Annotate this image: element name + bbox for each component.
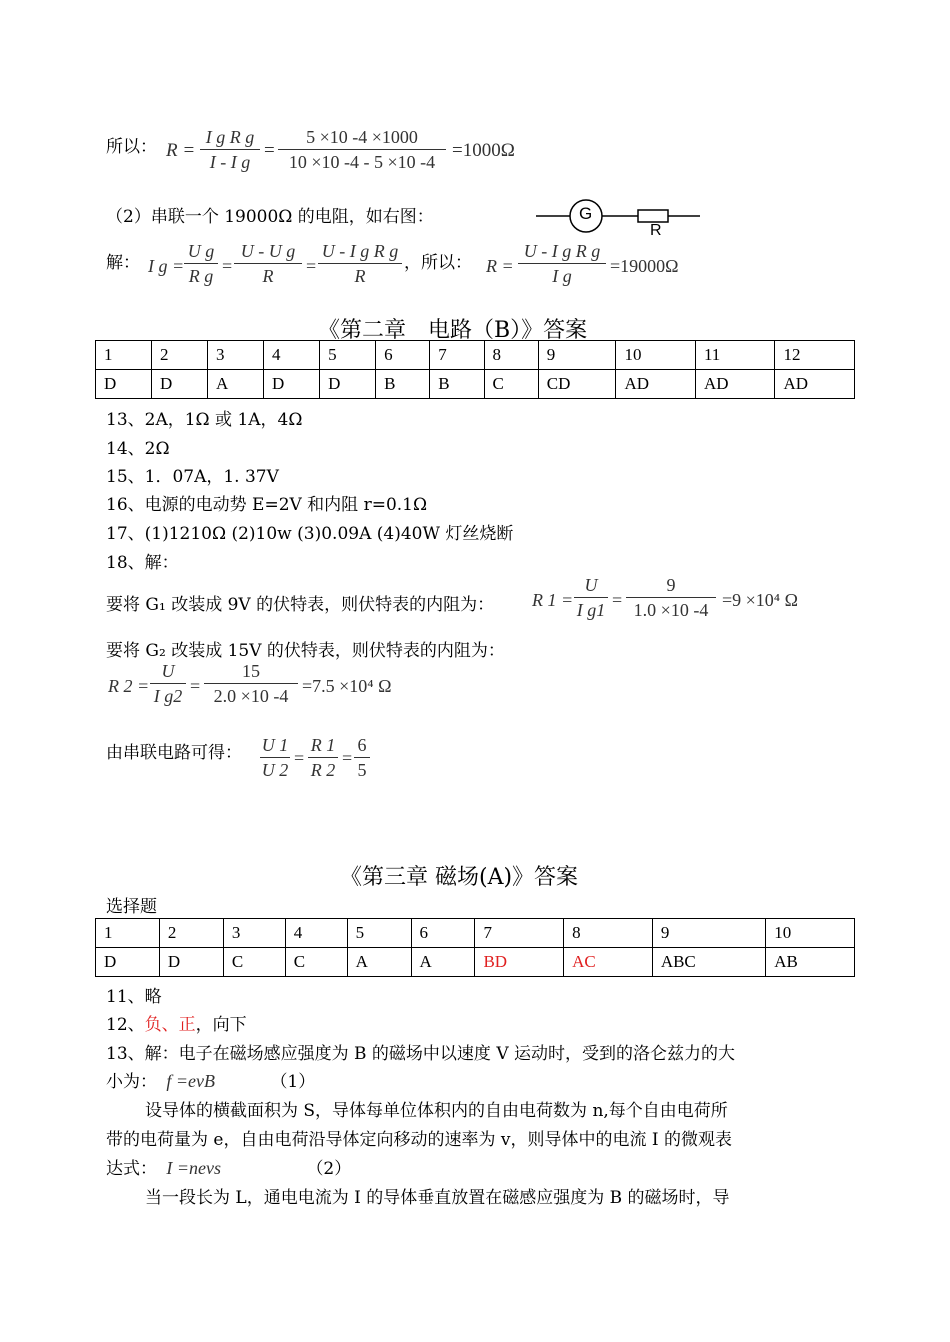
so-text: ，所以： xyxy=(404,253,472,273)
series-resistor-text: （2）串联一个 19000Ω 的电阻，如右图： xyxy=(106,207,434,227)
fraction-u-igrg-ig: U - I g R g I g xyxy=(518,240,606,287)
table-cell: 1 xyxy=(96,919,160,948)
eq-sign: = xyxy=(190,676,201,696)
table-cell: B xyxy=(430,370,484,399)
formula-r-lhs: R = xyxy=(166,140,196,161)
fraction-15-value: 15 2.0 ×10 -4 xyxy=(204,660,298,707)
answer-17: 17、(1)1210Ω (2)10w (3)0.09A (4)40W 灯丝烧断 xyxy=(106,524,514,544)
circuit-label-g: G xyxy=(579,204,593,223)
table-cell: 11 xyxy=(695,341,775,370)
paragraph-2-line1: 设导体的横截面积为 S，导体每单位体积内的自由电荷数为 n,每个自由电荷所 xyxy=(145,1101,728,1121)
table-cell: AD xyxy=(695,370,775,399)
table-cell: C xyxy=(223,948,285,977)
table-cell: 4 xyxy=(264,341,320,370)
table-cell: AB xyxy=(766,948,855,977)
paragraph-2-line2: 带的电荷量为 e，自由电荷沿导体定向移动的速率为 v，则导体中的电流 I 的微观表 xyxy=(106,1130,732,1150)
answer-18: 18、解： xyxy=(106,553,179,573)
formula-result-1000: =1000Ω xyxy=(452,140,515,161)
fraction-6-5: 6 5 xyxy=(354,734,370,781)
answer-16: 16、电源的电动势 E=2V 和内阻 r=0.1Ω xyxy=(106,495,428,515)
answer-11: 11、略 xyxy=(106,987,162,1007)
fraction-u-ig2: U I g2 xyxy=(150,660,186,707)
table-cell: 3 xyxy=(223,919,285,948)
table-cell: 8 xyxy=(564,919,653,948)
g1-conversion-text: 要将 G₁ 改装成 9V 的伏特表，则伏特表的内阻为： xyxy=(106,595,495,615)
table-cell: 6 xyxy=(411,919,475,948)
paragraph-3-line1: 当一段长为 L，通电电流为 I 的导体垂直放置在磁感应强度为 B 的磁场时，导 xyxy=(145,1188,730,1208)
table-cell: C xyxy=(285,948,347,977)
fraction-u-igrg-r: U - I g R g R xyxy=(318,240,402,287)
table-cell: 9 xyxy=(538,341,616,370)
table-cell: CD xyxy=(538,370,616,399)
multiple-choice-label: 选择题 xyxy=(106,897,157,917)
series-circuit-text: 由串联电路可得： xyxy=(106,743,242,763)
table-cell: A xyxy=(347,948,411,977)
formula-r2: R 2 = xyxy=(108,676,150,696)
answer-12: 12、负、正，向下 xyxy=(106,1015,247,1035)
fraction-u1-u2: U 1 U 2 xyxy=(261,735,289,780)
table-cell: AC xyxy=(564,948,653,977)
eq-sign: = xyxy=(612,590,623,610)
table-cell: 9 xyxy=(652,919,765,948)
table-cell: C xyxy=(484,370,538,399)
table-cell: 1 xyxy=(96,341,152,370)
table-row-answers xyxy=(96,948,855,977)
chapter3-answer-table xyxy=(95,918,855,977)
table-cell: 10 xyxy=(766,919,855,948)
table-cell: D xyxy=(96,948,160,977)
table-cell: 4 xyxy=(285,919,347,948)
formula-result-9e4: =9 ×10⁴ Ω xyxy=(722,590,798,610)
table-cell: 7 xyxy=(475,919,564,948)
table-cell: 12 xyxy=(775,341,855,370)
table-row-numbers xyxy=(96,919,855,948)
so-label: 所以： xyxy=(106,137,157,157)
table-cell: BD xyxy=(475,948,564,977)
chapter3-title: 《第三章 磁场(A)》答案 xyxy=(340,865,579,890)
table-cell: 6 xyxy=(376,341,430,370)
table-cell: 2 xyxy=(159,919,223,948)
fraction-r1-r2: R 1 R 2 xyxy=(308,734,338,781)
eq-sign: = xyxy=(222,256,233,276)
table-cell: 2 xyxy=(152,341,208,370)
answer-15: 15、1．07A，1. 37V xyxy=(106,467,279,487)
chapter2-title: 《第二章 电路（B）》答案 xyxy=(318,318,588,343)
eq-sign: = xyxy=(294,748,305,768)
table-cell: D xyxy=(152,370,208,399)
formula-ig: I g = xyxy=(148,256,185,276)
table-cell: A xyxy=(411,948,475,977)
table-cell: AD xyxy=(775,370,855,399)
circuit-diagram xyxy=(530,198,710,240)
answer-13-line1: 13、解：电子在磁场感应强度为 B 的磁场中以速度 V 运动时，受到的洛仑兹力的大 xyxy=(106,1044,736,1064)
table-cell: AD xyxy=(616,370,696,399)
fraction-values: 5 ×10 -4 ×1000 10 ×10 -4 - 5 ×10 -4 xyxy=(278,126,446,173)
table-cell: B xyxy=(376,370,430,399)
eq-sign: = xyxy=(342,748,353,768)
formula-eq: = xyxy=(264,140,275,161)
table-cell: A xyxy=(208,370,264,399)
answer-14: 14、2Ω xyxy=(106,439,170,459)
answer-13-line2: 小为： f =evB （1） xyxy=(106,1071,316,1092)
table-row-answers xyxy=(96,370,855,399)
table-cell: 10 xyxy=(616,341,696,370)
table-cell: D xyxy=(264,370,320,399)
fraction-ug-rg: U g R g xyxy=(184,240,218,287)
formula-result-19000: =19000Ω xyxy=(610,256,679,276)
eq-sign: = xyxy=(306,256,317,276)
formula-r-eq: R = xyxy=(486,256,514,276)
answer-13: 13、2A，1Ω 或 1A，4Ω xyxy=(106,410,303,430)
formula-r1: R 1 = xyxy=(532,590,574,610)
table-cell: 5 xyxy=(320,341,376,370)
circuit-label-r: R xyxy=(650,222,662,239)
fraction-ig-rg: I g R g I - I g xyxy=(200,126,260,173)
table-cell: 3 xyxy=(208,341,264,370)
formula-result-7-5e4: =7.5 ×10⁴ Ω xyxy=(302,676,392,696)
table-cell: D xyxy=(96,370,152,399)
fraction-u-ug-r: U - U g R xyxy=(234,240,302,287)
solution-label: 解： xyxy=(106,253,140,273)
g2-conversion-text: 要将 G₂ 改装成 15V 的伏特表，则伏特表的内阻为： xyxy=(106,641,505,661)
table-cell: 7 xyxy=(430,341,484,370)
fraction-u-ig1: U I g1 xyxy=(574,574,608,621)
chapter2-answer-table xyxy=(95,340,855,399)
resistor-icon xyxy=(638,210,668,222)
table-cell: D xyxy=(320,370,376,399)
table-cell: ABC xyxy=(652,948,765,977)
table-cell: 8 xyxy=(484,341,538,370)
paragraph-2-line3: 达式： I =nevs （2） xyxy=(106,1158,352,1179)
table-cell: D xyxy=(159,948,223,977)
table-row-numbers xyxy=(96,341,855,370)
fraction-9-value: 9 1.0 ×10 -4 xyxy=(626,574,716,621)
table-cell: 5 xyxy=(347,919,411,948)
